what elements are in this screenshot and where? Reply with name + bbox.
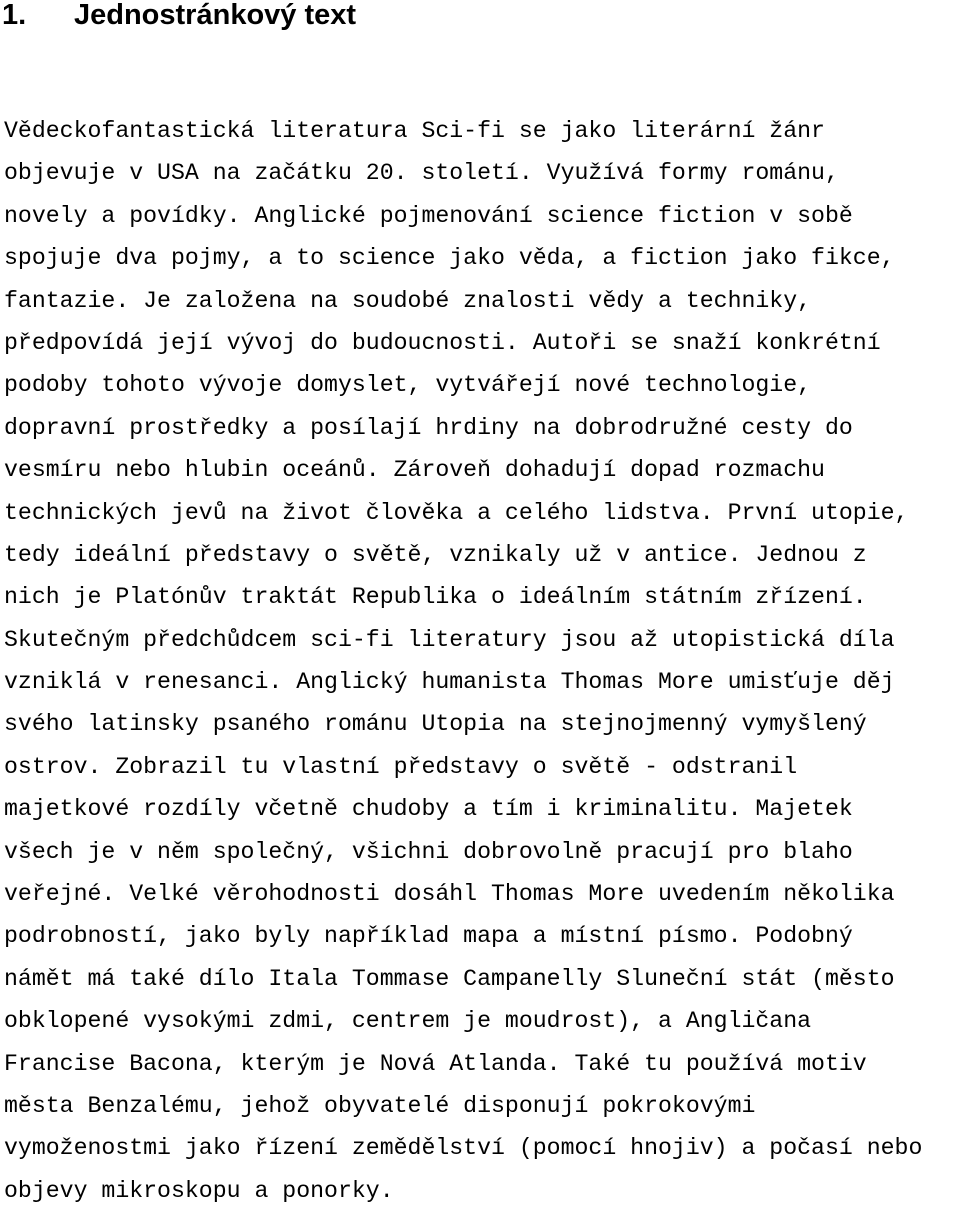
text-line: nich je Platónův traktát Republika o ideálním státním zřízení.: [4, 584, 867, 611]
text-line: Skutečným předchůdcem sci-fi literatury jsou až utopistická díla: [4, 626, 895, 653]
text-line: námět má také dílo Itala Tommase Campanelly Sluneční stát (město: [4, 965, 895, 992]
text-line: objevy mikroskopu a ponorky.: [4, 1177, 394, 1204]
text-line: objevuje v USA na začátku 20. století. Využívá formy románu,: [4, 160, 839, 187]
body-paragraph: [4, 110, 960, 1212]
text-line: Francise Bacona, kterým je Nová Atlanda. Také tu používá motiv: [4, 1050, 867, 1077]
text-line: města Benzalému, jehož obyvatelé disponují pokrokovými: [4, 1092, 756, 1119]
text-line: ostrov. Zobrazil tu vlastní představy o světě - odstranil: [4, 753, 798, 780]
text-line: obklopené vysokými zdmi, centrem je moudrost), a Angličana: [4, 1008, 812, 1035]
text-line: Vědeckofantastická literatura Sci-fi se jako literární žánr: [4, 118, 825, 144]
text-line: spojuje dva pojmy, a to science jako věda, a fiction jako fikce,: [4, 245, 895, 272]
text-line: svého latinsky psaného románu Utopia na stejnojmenný vymyšlený: [4, 711, 867, 738]
text-line: předpovídá její vývoj do budoucnosti. Autoři se snaží konkrétní: [4, 329, 881, 356]
text-line: veřejné. Velké věrohodnosti dosáhl Thomas More uvedením několika: [4, 881, 895, 908]
heading-title: Jednostránkový text: [74, 0, 357, 31]
heading-number: 1.: [2, 0, 27, 31]
text-line: vesmíru nebo hlubin oceánů. Zároveň dohadují dopad rozmachu: [4, 457, 825, 484]
text-line: tedy ideální představy o světě, vznikaly už v antice. Jednou z: [4, 541, 867, 568]
text-line: fantazie. Je založena na soudobé znalosti vědy a techniky,: [4, 287, 812, 314]
text-line: dopravní prostředky a posílají hrdiny na dobrodružné cesty do: [4, 414, 853, 441]
text-line: vzniklá v renesanci. Anglický humanista Thomas More umisťuje děj: [4, 669, 895, 696]
text-line: podrobností, jako byly například mapa a místní písmo. Podobný: [4, 923, 853, 950]
text-line: podoby tohoto vývoje domyslet, vytvářejí nové technologie,: [4, 372, 812, 399]
page-heading: [2, 0, 356, 30]
text-line: technických jevů na život člověka a celého lidstva. První utopie,: [4, 499, 909, 526]
text-line: vymoženostmi jako řízení zemědělství (pomocí hnojiv) a počasí nebo: [4, 1135, 923, 1162]
text-line: majetkové rozdíly včetně chudoby a tím i kriminalitu. Majetek: [4, 796, 853, 823]
text-line: novely a povídky. Anglické pojmenování science fiction v sobě: [4, 202, 853, 229]
text-line: všech je v něm společný, všichni dobrovolně pracují pro blaho: [4, 838, 853, 865]
